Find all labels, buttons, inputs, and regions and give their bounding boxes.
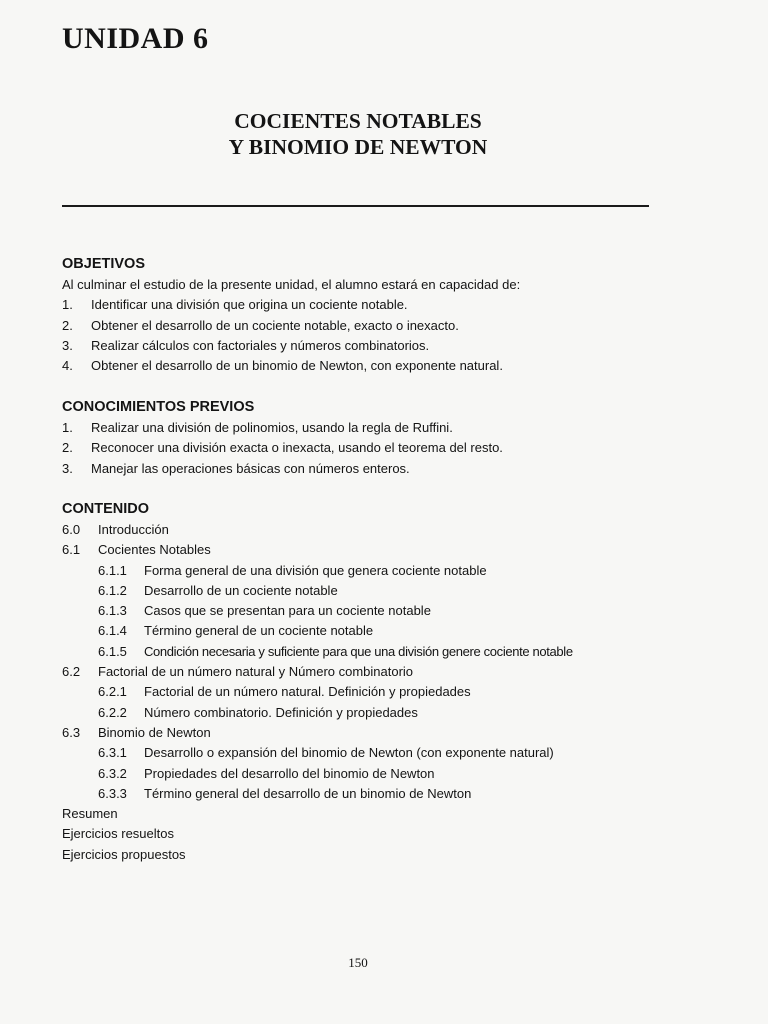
toc-number: 6.1.4 xyxy=(98,623,127,639)
toc-text: Factorial de un número natural y Número combinatorio xyxy=(98,664,414,680)
toc-number: 6.3.3 xyxy=(98,785,127,801)
conocimientos-previos-section xyxy=(62,397,662,479)
toc-text: Factorial de un número natural. Definición y propiedades xyxy=(144,684,471,700)
item-text: Identificar una división que origina un cociente notable. xyxy=(91,297,408,313)
toc-item xyxy=(62,682,742,702)
toc-text: Término general del desarrollo de un binomio de Newton xyxy=(144,785,472,801)
list-item xyxy=(62,418,662,438)
toc-text: Resumen xyxy=(62,806,118,822)
item-number: 1. xyxy=(62,420,73,435)
toc-item xyxy=(62,723,742,743)
toc-number: 6.2.2 xyxy=(98,704,127,720)
toc-number: 6.1.5 xyxy=(98,643,127,659)
toc-number: 6.1 xyxy=(62,542,81,558)
list-item xyxy=(62,295,662,315)
objetivos-intro xyxy=(62,275,662,295)
toc-number: 6.3 xyxy=(62,724,81,740)
toc-item xyxy=(62,621,742,641)
toc-text: Término general de un cociente notable xyxy=(144,623,374,639)
chapter-title xyxy=(0,108,716,160)
item-number: 4. xyxy=(62,358,73,374)
list-item xyxy=(62,459,662,479)
toc-text: Número combinatorio. Definición y propiedades xyxy=(144,704,418,720)
item-text: Manejar las operaciones básicas con números enteros. xyxy=(91,460,410,476)
objetivos-heading: OBJETIVOS xyxy=(62,256,145,272)
toc-item xyxy=(62,581,742,601)
toc-number: 6.3.1 xyxy=(98,745,127,761)
toc-text: Desarrollo de un cociente notable xyxy=(144,582,338,598)
toc-text: Desarrollo o expansión del binomio de Newton (con exponente natural) xyxy=(144,745,554,761)
item-text: Obtener el desarrollo de un cociente notable, exacto o inexacto. xyxy=(91,317,459,333)
toc-text: Cocientes Notables xyxy=(98,542,211,558)
toc-number: 6.1.3 xyxy=(98,603,127,619)
page-number: 150 xyxy=(348,955,368,970)
toc-number: 6.3.2 xyxy=(98,765,127,781)
toc-item xyxy=(62,662,742,682)
toc-item xyxy=(62,601,742,621)
toc-number: 6.2.1 xyxy=(98,684,127,700)
list-item xyxy=(62,316,662,336)
list-item xyxy=(62,336,662,356)
toc-item xyxy=(62,804,742,824)
item-number: 1. xyxy=(62,297,73,313)
toc-item xyxy=(62,540,742,560)
toc-number: 6.0 xyxy=(62,522,81,537)
toc-text: Introducción xyxy=(98,522,169,537)
contenido-heading: CONTENIDO xyxy=(62,501,149,517)
conocimientos-previos-heading: CONOCIMIENTOS PREVIOS xyxy=(62,399,255,415)
contenido-section xyxy=(62,499,742,865)
chapter-title-line: COCIENTES NOTABLES xyxy=(234,109,482,133)
item-number: 2. xyxy=(62,440,73,456)
objetivos-section xyxy=(62,254,662,376)
item-text: Obtener el desarrollo de un binomio de Newton, con exponente natural. xyxy=(91,358,503,374)
toc-text: Ejercicios resueltos xyxy=(62,826,174,842)
toc-item xyxy=(62,703,742,723)
toc-text: Ejercicios propuestos xyxy=(62,846,186,862)
title-divider xyxy=(62,205,649,207)
chapter-title-line: Y BINOMIO DE NEWTON xyxy=(228,135,488,159)
toc-text: Casos que se presentan para un cociente notable xyxy=(144,603,431,619)
item-number: 3. xyxy=(62,337,73,353)
toc-number: 6.1.2 xyxy=(98,582,127,598)
toc-item xyxy=(62,520,742,540)
item-number: 3. xyxy=(62,460,73,476)
toc-item xyxy=(62,764,742,784)
toc-item xyxy=(62,784,742,804)
toc-item xyxy=(62,642,742,662)
unit-title: UNIDAD 6 xyxy=(62,22,209,55)
toc-text: Propiedades del desarrollo del binomio de Newton xyxy=(144,765,435,781)
toc-item xyxy=(62,561,742,581)
item-text: Realizar cálculos con factoriales y números combinatorios. xyxy=(91,337,430,353)
list-item xyxy=(62,438,662,458)
objetivos-intro-text: Al culminar el estudio de la presente unidad, el alumno estará en capacidad de: xyxy=(62,277,521,292)
item-text: Reconocer una división exacta o inexacta, usando el teorema del resto. xyxy=(91,440,503,456)
toc-text: Forma general de una división que genera cociente notable xyxy=(144,562,487,578)
item-number: 2. xyxy=(62,317,73,333)
toc-number: 6.1.1 xyxy=(98,562,127,578)
toc-number: 6.2 xyxy=(62,664,81,680)
toc-item xyxy=(62,743,742,763)
toc-item xyxy=(62,845,742,865)
toc-item xyxy=(62,824,742,844)
toc-text: Condición necesaria y suficiente para que una división genere cociente notable xyxy=(144,643,573,659)
item-text: Realizar una división de polinomios, usando la regla de Ruffini. xyxy=(91,420,453,435)
toc-text: Binomio de Newton xyxy=(98,724,211,740)
list-item xyxy=(62,356,662,376)
